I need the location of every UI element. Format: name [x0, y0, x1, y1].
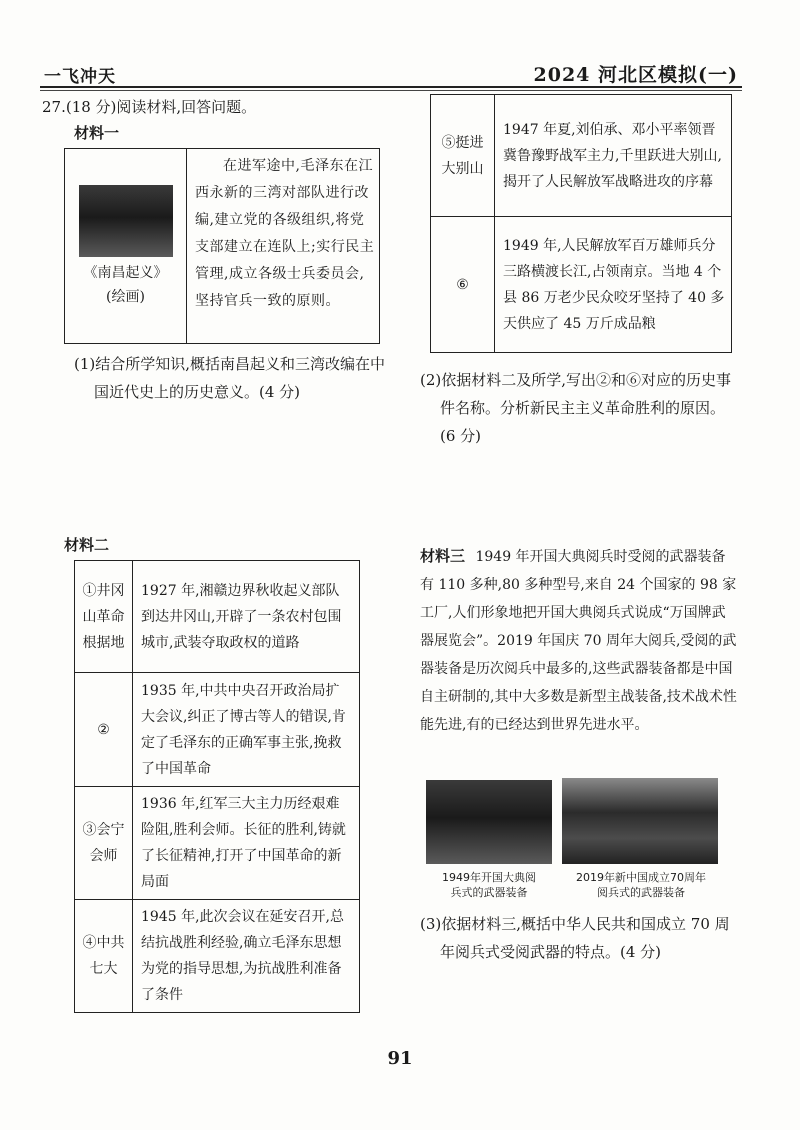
event-description: 1936 年,红军三大主力历经艰难险阻,胜利会师。长征的胜利,铸就了长征精神,打开了中国革命的新局面: [133, 787, 360, 900]
event-description: 1927 年,湘赣边界秋收起义部队到达井冈山,开辟了一条农村包围城市,武装夺取政权的道路: [133, 561, 360, 673]
event-name: ③会宁会师: [75, 787, 133, 900]
parade-2019-caption: 2019年新中国成立70周年 阅兵式的武器装备: [576, 871, 706, 899]
material1-image-cell: [65, 149, 187, 343]
event-description: 1947 年夏,刘伯承、邓小平率领晋冀鲁豫野战军主力,千里跃进大别山,揭开了人民解放军战略进攻的序幕: [495, 95, 732, 217]
page-number: 91: [387, 1048, 413, 1069]
question-1: (1)结合所学知识,概括南昌起义和三湾改编在中国近代史上的历史意义。(4 分): [74, 355, 386, 401]
event-name: ②: [75, 673, 133, 787]
event-name: ④中共七大: [75, 900, 133, 1013]
brand-logo: 一飞冲天: [44, 67, 116, 87]
table-row: [75, 561, 360, 673]
event-description: 1949 年,人民解放军百万雄师兵分三路横渡长江,占领南京。当地 4 个县 86 万老少民众咬牙坚持了 40 多天供应了 45 万斤成品粮: [495, 217, 732, 353]
header-divider-thin: [40, 90, 742, 91]
event-name: ①井冈山革命根据地: [75, 561, 133, 673]
header-divider: [40, 86, 742, 88]
material3-block: [420, 542, 738, 739]
parade-2019-photo: [562, 778, 718, 864]
material1-label: 材料一: [74, 124, 120, 142]
event-description: 1935 年,中共中央召开政治局扩大会议,纠正了博古等人的错误,肯定了毛泽东的正确军事主张,挽救了中国革命: [133, 673, 360, 787]
question-3: (3)依据材料三,概括中华人民共和国成立 70 周年阅兵式受阅武器的特点。(4 分): [420, 915, 730, 961]
exam-title: 2024 河北区模拟(一): [533, 64, 738, 86]
table-row: [431, 95, 732, 217]
table-row: [431, 217, 732, 353]
painting-caption: 《南昌起义》 (绘画): [83, 265, 168, 305]
event-description: 1945 年,此次会议在延安召开,总结抗战胜利经验,确立毛泽东思想为党的指导思想,为抗战胜利准备了条件: [133, 900, 360, 1013]
question-2: (2)依据材料二及所学,写出②和⑥对应的历史事件名称。分析新民主主义革命胜利的原因。(6 分): [420, 371, 732, 445]
material3-label: 材料三: [420, 547, 466, 565]
table-row: [75, 673, 360, 787]
material2-label: 材料二: [64, 536, 110, 554]
material2-table-continued: [430, 94, 732, 353]
event-name: ⑤挺进大别山: [431, 95, 495, 217]
table-row: [75, 787, 360, 900]
question-title: 27.(18 分)阅读材料,回答问题。: [42, 98, 257, 116]
nanchang-uprising-painting: [79, 185, 173, 257]
parade-1949-photo: [426, 780, 552, 864]
table-row: [75, 900, 360, 1013]
material2-table: [74, 560, 360, 1013]
parade-1949-caption: 1949年开国大典阅 兵式的武器装备: [442, 871, 536, 899]
material1-box: [64, 148, 380, 344]
event-name: ⑥: [431, 217, 495, 353]
material1-text: 在进军途中,毛泽东在江西永新的三湾对部队进行改编,建立党的各级组织,将党支部建立在连队上;实行民主管理,成立各级士兵委员会,坚持官兵一致的原则。: [195, 158, 375, 309]
material3-text: 1949 年开国大典阅兵时受阅的武器装备有 110 多种,80 多种型号,来自 24 个国家的 98 家工厂,人们形象地把开国大典阅兵式说成“万国牌武器展览会”。2019 年国庆 70 周年大阅兵,受阅的武器装备是历次阅兵中最多的,这些武器装备都是中国自主研制的,其中大多数是新型主战装备,技术战术性能先进,有的已经达到世界先进水平。: [420, 549, 737, 733]
